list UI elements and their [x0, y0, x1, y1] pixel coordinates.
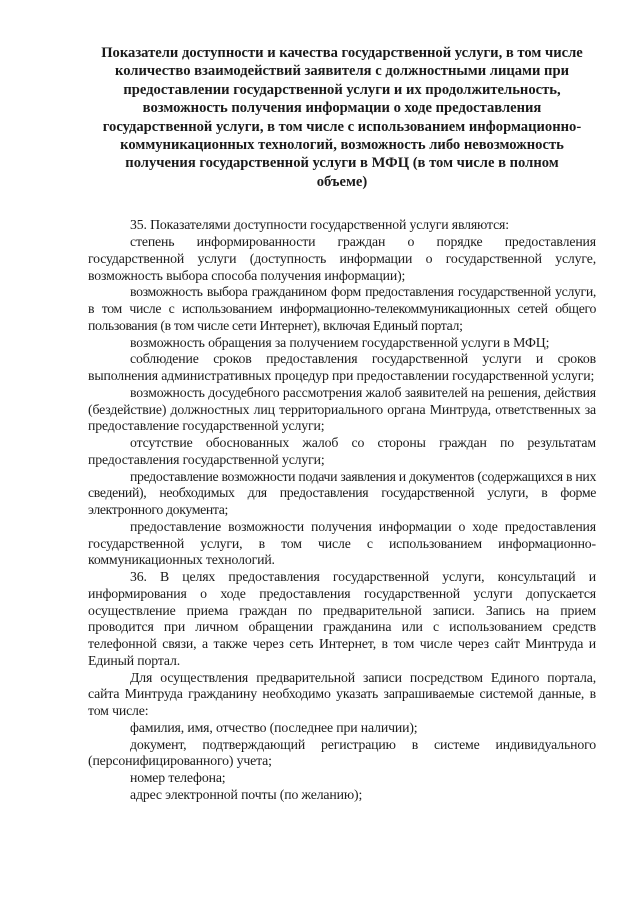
list-item-email: адрес электронной почты (по желанию); — [130, 786, 363, 802]
document-body — [88, 217, 596, 803]
paragraph-mfc: возможность обращения за получением государственной услуги в МФЦ; — [130, 334, 550, 350]
heading-line: получения государственной услуги в МФЦ (в том числе в полном — [125, 155, 559, 172]
heading-line: предоставлении государственной услуги и их продолжительность, — [123, 81, 561, 98]
paragraph-informedness: степень информированности граждан о порядке предоставления государственной услуги (доступность информации о государственной услуге, возможность выбора способа получения информации); — [88, 234, 596, 283]
heading-line: Показатели доступности и качества государственной услуги, в том числе — [101, 45, 583, 61]
heading-line: объеме) — [316, 173, 368, 190]
list-item-phone: номер телефона; — [130, 770, 226, 785]
paragraph-deadlines: соблюдение сроков предоставления государственной услуги и сроков выполнения административных процедур при предоставлении государственной услуги; — [88, 351, 596, 383]
heading-line: коммуникационных технологий, возможность либо невозможность — [120, 137, 564, 154]
section-heading — [88, 44, 596, 191]
paragraph-electronic-submission: предоставление возможности подачи заявления и документов (содержащихся в них сведений), необходимых для предоставления государственной услуги, в форме электронного документа; — [88, 468, 596, 517]
list-item-full-name: фамилия, имя, отчество (последнее при наличии); — [130, 719, 418, 735]
document-page — [88, 0, 596, 804]
paragraph-pretrial-appeal: возможность досудебного рассмотрения жалоб заявителей на решения, действия (бездействие) должностных лиц территориального органа Минтруда, ответственных за предоставление государственной услуги; — [88, 384, 596, 434]
paragraph-36-appointment: 36. В целях предоставления государственной услуги, консультаций и информирования о ходе предоставления государственной услуги допускается осуществление приема граждан по предварительной записи. Запись на прием проводится при личном обращении гражданина или с использованием средств телефонной связи, а также через сеть Интернет, в том числе через сайт Минтруда и Единый портал. — [88, 569, 596, 668]
heading-line: количество взаимодействий заявителя с должностными лицами при — [114, 63, 569, 80]
paragraph-no-complaints: отсутствие обоснованных жалоб со стороны граждан по результатам предоставления государственной услуги; — [88, 435, 596, 467]
paragraph-progress-info: предоставление возможности получения информации о ходе предоставления государственной услуги, в том числе с использованием информационно-коммуникационных технологий. — [88, 518, 596, 568]
list-item-registration-document: документ, подтверждающий регистрацию в системе индивидуального (персонифицированного) учета; — [88, 736, 596, 769]
paragraph-preregistration: Для осуществления предварительной записи посредством Единого портала, сайта Минтруда гражданину необходимо указать запрашиваемые системой данные, в том числе: — [88, 669, 596, 718]
heading-line: государственной услуги, в том числе с использованием информационно- — [102, 118, 582, 135]
heading-line: возможность получения информации о ходе предоставления — [142, 100, 542, 117]
paragraph-form-choice: возможность выбора гражданином форм предоставления государственной услуги, в том числе с использованием информационно-телекоммуникационных сетей общего пользования (в том числе сети Интернет), включая Единый портал; — [88, 284, 596, 333]
paragraph-35-intro: 35. Показателями доступности государственной услуги являются: — [130, 217, 509, 233]
